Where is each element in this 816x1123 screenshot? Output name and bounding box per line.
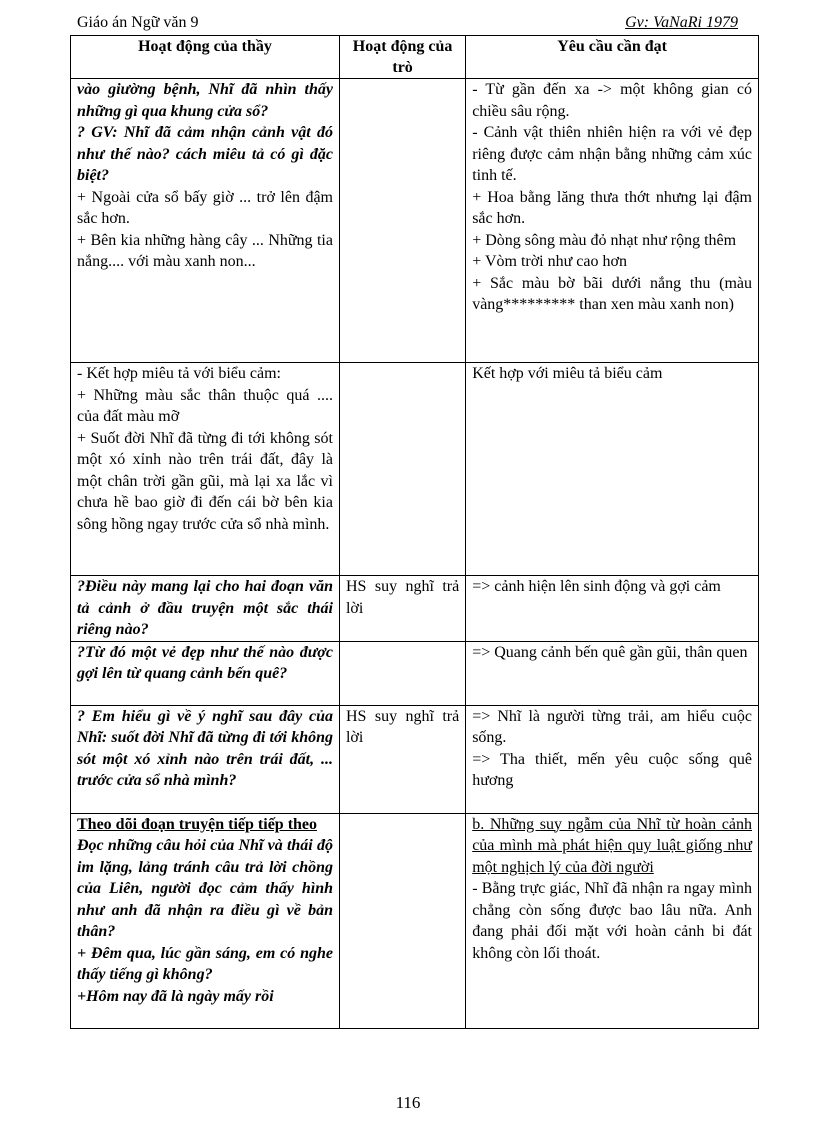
table-header-row [71,36,759,79]
lesson-table [70,35,759,1029]
student-cell [339,813,465,1028]
column-header: Yêu cầu cần đạt [466,36,759,79]
cell-paragraph: b. Những suy ngẫm của Nhĩ từ hoàn cảnh của mình mà phát hiện quy luật giống như một nghịch lý của đời người [472,815,752,876]
cell-paragraph: ? Em hiểu gì về ý nghĩ sau đây của Nhĩ: suốt đời Nhĩ đã từng đi tới không sót một xó xỉnh nào trên trái đất, ... trước cửa sổ nhà mình? [77,707,333,789]
result-cell [466,363,759,576]
table-row [71,813,759,1028]
student-cell [339,363,465,576]
cell-paragraph: + Suốt đời Nhĩ đã từng đi tới không sót một xó xỉnh nào trên trái đất, đây là một chân trời gần gũi, mà lại xa lắc vì chưa hề bao giờ đi đến cái bờ bên kia sông hồng ngay trước cửa sổ nhà mình. [77,429,333,533]
table-row [71,641,759,705]
student-cell [339,705,465,813]
cell-paragraph: + Ngoài cửa sổ bấy giờ ... trở lên đậm sắc hơn. [77,188,333,227]
cell-paragraph: - Bằng trực giác, Nhĩ đã nhận ra ngay mình chẳng còn sống được bao lâu nữa. Anh đang phải đối mặt với hoàn cảnh bi đát không còn lối thoát. [472,880,752,962]
author-label: Gv: VaNaRi 1979 [625,14,738,31]
result-cell [466,576,759,642]
cell-paragraph: + Hoa bằng lăng thưa thớt nhưng lại đậm sắc hơn. [472,188,752,227]
cell-paragraph: => cảnh hiện lên sinh động và gợi cảm [472,578,721,595]
cell-paragraph: => Quang cảnh bến quê gần gũi, thân quen [472,643,748,661]
cell-paragraph: + Dòng sông màu đỏ nhạt như rộng thêm [472,231,737,249]
student-cell [339,576,465,642]
page-number: 116 [395,1093,421,1112]
cell-paragraph: HS suy nghĩ trả lời [345,578,460,617]
result-cell [466,79,759,363]
cell-paragraph: HS suy nghĩ trả lời [345,707,460,746]
cell-paragraph: vào giường bệnh, Nhĩ đã nhìn thấy những gì qua khung cửa sổ? [77,81,333,120]
teacher-cell [71,79,340,363]
cell-paragraph: ? GV: Nhĩ đã cảm nhận cảnh vật đó như thế nào? cách miêu tả có gì đặc biệt? [77,124,333,184]
table-row [71,705,759,813]
cell-paragraph: + Sắc màu bờ bãi dưới nắng thu (màu vàng********* than xen màu xanh non) [472,274,752,313]
cell-paragraph: => Tha thiết, mến yêu cuộc sống quê hương [472,750,752,789]
teacher-cell [71,363,340,576]
teacher-cell [71,705,340,813]
cell-paragraph: - Cảnh vật thiên nhiên hiện ra với vẻ đẹp riêng được cảm nhận bằng những cảm xúc tinh tế. [472,124,752,184]
page-header [77,14,738,34]
result-cell [466,641,759,705]
cell-paragraph: Theo dõi đoạn truyện tiếp tiếp theo [77,815,318,833]
cell-paragraph: +Hôm nay đã là ngày mấy rồi [77,987,274,1005]
cell-paragraph: + Đêm qua, lúc gần sáng, em có nghe thấy tiếng gì không? [77,944,333,983]
cell-paragraph: Đọc những câu hỏi của Nhĩ và thái độ im lặng, lảng tránh câu trả lời chồng của Liên, người đọc cảm thấy hình như anh đã nhận ra điều gì về bản thân? [77,837,333,940]
result-cell [466,705,759,813]
cell-paragraph: - Kết hợp miêu tả với biểu cảm: [77,365,281,382]
table-row [71,79,759,363]
teacher-cell [71,813,340,1028]
cell-paragraph: + Vòm trời như cao hơn [472,253,627,270]
cell-paragraph: ?Điều này mang lại cho hai đoạn văn tả cảnh ở đầu truyện một sắc thái riêng nào? [77,578,333,638]
cell-paragraph: ?Từ đó một vẻ đẹp như thế nào được gợi lên từ quang cảnh bến quê? [77,643,333,682]
student-cell [339,641,465,705]
cell-paragraph: + Những màu sắc thân thuộc quá .... của đất màu mỡ [77,386,333,425]
result-cell [466,813,759,1028]
table-row [71,363,759,576]
student-cell [339,79,465,363]
cell-paragraph: => Nhĩ là người từng trải, am hiểu cuộc sống. [472,707,752,746]
document-title: Giáo án Ngữ văn 9 [77,14,199,31]
column-header: Hoạt động của trò [339,36,465,79]
teacher-cell [71,576,340,642]
column-header: Hoạt động của thầy [71,36,340,79]
teacher-cell [71,641,340,705]
cell-paragraph: - Từ gần đến xa -> một không gian có chiều sâu rộng. [472,81,752,120]
table-row [71,576,759,642]
cell-paragraph: + Bên kia những hàng cây ... Những tia nắng.... với màu xanh non... [77,231,333,270]
cell-paragraph: Kết hợp với miêu tả biểu cảm [472,365,663,382]
